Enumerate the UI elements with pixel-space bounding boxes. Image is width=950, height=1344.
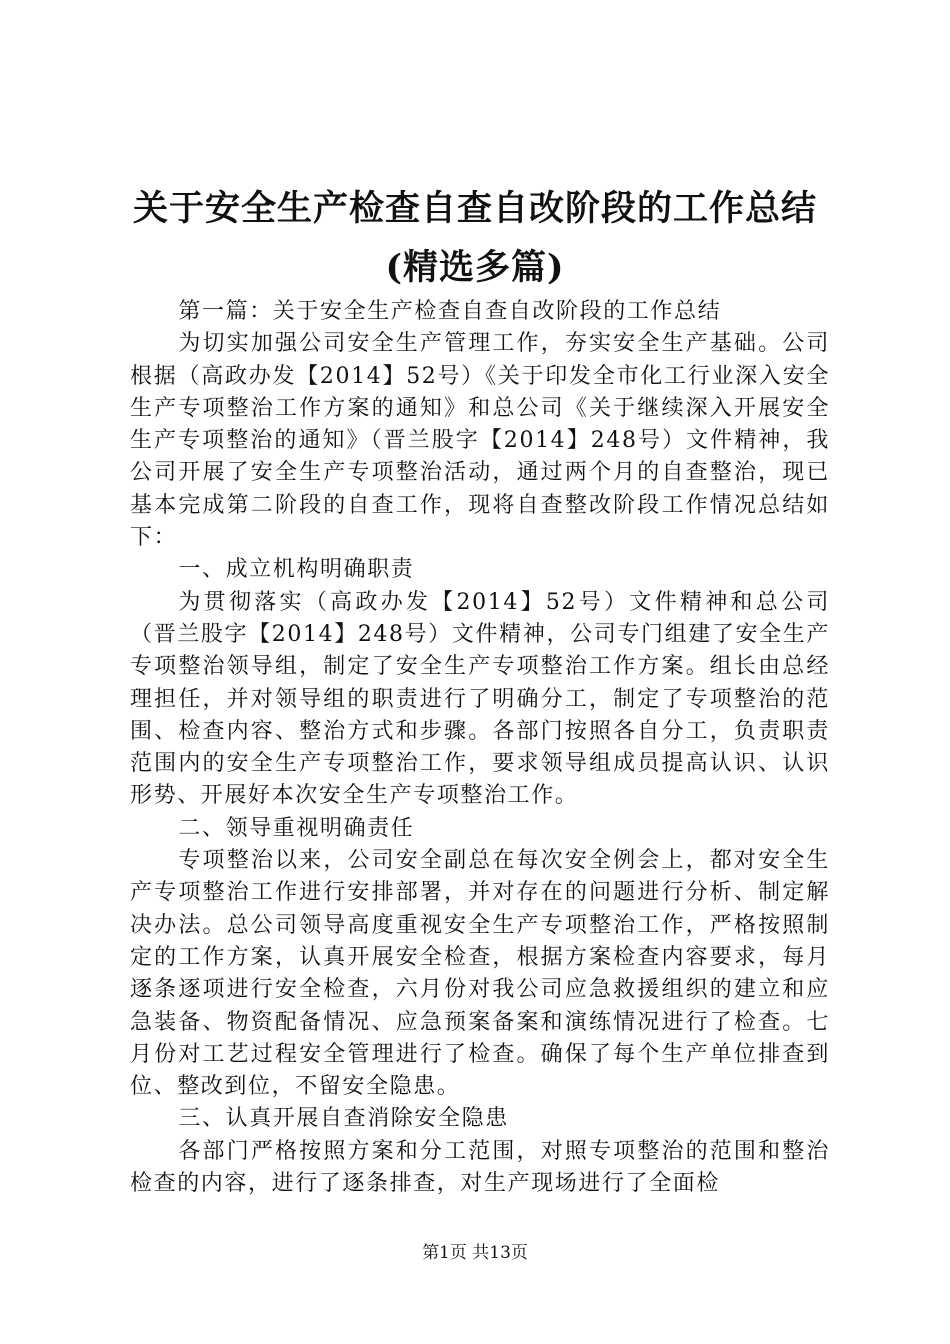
page-number-footer: 第1页 共13页 <box>422 1243 528 1263</box>
paragraph: 专项整治以来，公司安全副总在每次安全例会上，都对安全生产专项整治工作进行安排部署，并对存在的问题进行分析、制定解决办法。总公司领导高度重视安全生产专项整治工作，严格按照制定的工作方案，认真开展安全检查，根据方案检查内容要求，每月逐条逐项进行安全检查，六月份对我公司应急救援组织的建立和应急装备、物资配备情况、应急预案备案和演练情况进行了检查。七月份对工艺过程安全管理进行了检查。确保了每个生产单位排查到位、整改到位，不留安全隐患。 <box>130 848 830 1100</box>
paragraph: 各部门严格按照方案和分工范围，对照专项整治的范围和整治检查的内容，进行了逐条排查，对生产现场进行了全面检 <box>130 1138 830 1197</box>
paragraph: 为贯彻落实（高政办发【2014】52号）文件精神和总公司（晋兰股字【2014】248号）文件精神，公司专门组建了安全生产专项整治领导组，制定了安全生产专项整治工作方案。组长由总经理担任，并对领导组的职责进行了明确分工，制定了专项整治的范围、检查内容、整治方式和步骤。各部门按照各自分工，负责职责范围内的安全生产专项整治工作，要求领导组成员提高认识、认识形势、开展好本次安全生产专项整治工作。 <box>130 589 830 809</box>
document-title-line2: (精选多篇) <box>385 247 565 288</box>
section-heading: 三、认真开展自查消除安全隐患 <box>178 1106 509 1132</box>
section-heading: 二、领导重视明确责任 <box>178 815 415 841</box>
section-heading: 第一篇：关于安全生产检查自查自改阶段的工作总结 <box>178 299 722 324</box>
document-title-line1: 关于安全生产检查自查自改阶段的工作总结 <box>132 188 817 229</box>
section-heading: 一、成立机构明确职责 <box>178 557 415 583</box>
document-body <box>130 296 830 1200</box>
paragraph: 为切实加强公司安全生产管理工作，夯实安全生产基础。公司根据（高政办发【2014】52号）《关于印发全市化工行业深入安全生产专项整治工作方案的通知》和总公司《关于继续深入开展安全生产专项整治的通知》（晋兰股字【2014】248号）文件精神，我公司开展了安全生产专项整治活动，通过两个月的自查整治，现已基本完成第二阶段的自查工作，现将自查整改阶段工作情况总结如下： <box>130 331 830 551</box>
